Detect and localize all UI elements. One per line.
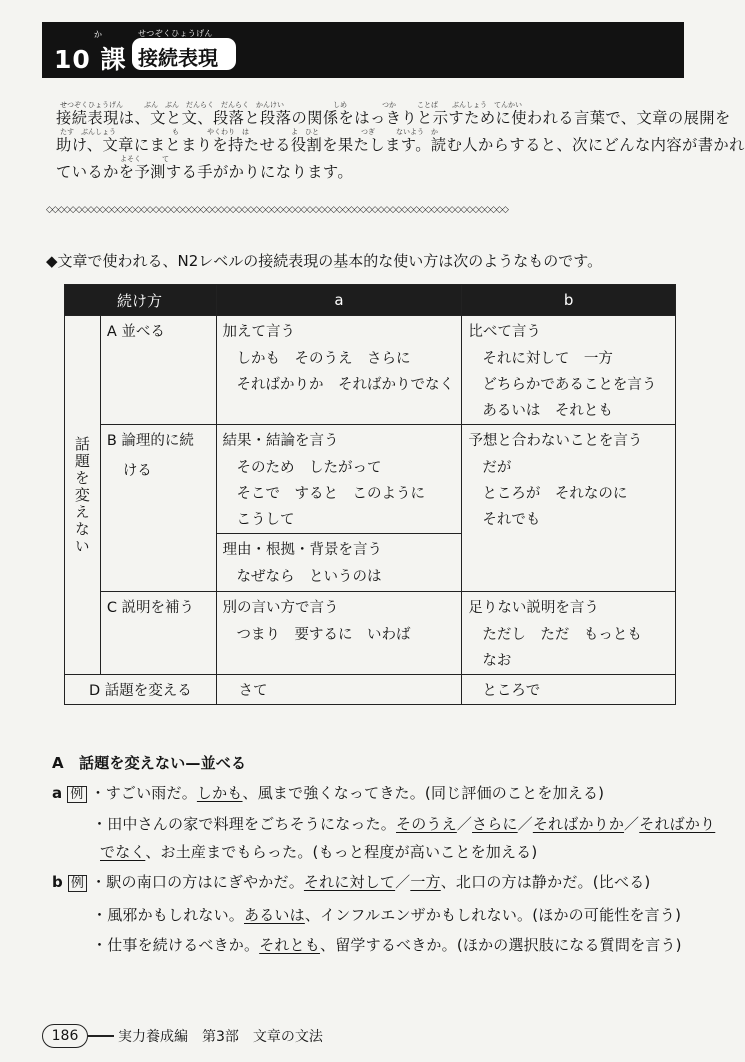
text: 、留学するべきか。(ほかの選択肢になる質問を言う) (320, 936, 682, 954)
row-a-b-line: どちらかであることを言う (482, 377, 657, 393)
example-a-line-2 (92, 813, 715, 834)
row-a-a-line: そればかりか そればかりでなく (236, 377, 455, 393)
underlined-connective: そればかりか (532, 815, 625, 833)
separator: ／ (624, 815, 640, 833)
vertical-label-cell (65, 316, 101, 675)
underlined-connective: そのうえ (396, 815, 457, 833)
row-a-col-a (216, 316, 462, 425)
row-c-col-a (216, 592, 462, 675)
example-a-line-3 (100, 841, 537, 862)
footer-section: 実力養成編 第3部 文章の文法 (118, 1029, 323, 1045)
text: ・風邪かもしれない。 (92, 906, 245, 924)
text: ・田中さんの家で料理をごちそうになった。 (92, 815, 397, 833)
intro-furigana-3: よそく て (120, 155, 169, 163)
separator: ／ (517, 815, 533, 833)
lesson-furigana: か (94, 30, 102, 39)
row-a-b-line: それに対して 一方 (482, 351, 613, 367)
example-b-line-3 (92, 934, 682, 955)
footer-rule (88, 1035, 114, 1037)
text: ・仕事を続けるべきか。 (92, 936, 260, 954)
example-b-line-1 (52, 871, 650, 892)
row-a-col-b (462, 316, 676, 425)
text: ・すごい雨だ。 (90, 784, 197, 802)
row-b-a-line: そこで すると このように (236, 486, 426, 502)
row-b-b-line: ところが それなのに (482, 486, 628, 502)
row-c-label-cell (100, 592, 216, 675)
example-a-line-1 (52, 782, 604, 803)
row-b-label-cell (100, 425, 216, 592)
example-box: 例 (68, 875, 87, 892)
example-box: 例 (67, 786, 86, 803)
intro-furigana-2: たす ぶんしょう も やくわり は よ ひと つぎ ないよう か (60, 128, 438, 136)
row-c-b-line: なお (482, 653, 512, 669)
row-b-b-head: 予想と合わないことを言う (468, 433, 643, 449)
intro-furigana-1: せつぞくひょうげん ぶん ぶん だんらく だんらく かんけい しめ つか ことば ぶんしょう てんかい (60, 101, 522, 109)
row-b-a2-head: 理由・根拠・背景を言う (222, 542, 383, 558)
text: 、インフルエンザかもしれない。(ほかの可能性を言う) (304, 906, 682, 924)
text: 、お土産までもらった。(もっと程度が高いことを加える) (145, 843, 538, 861)
example-a-label: a (52, 784, 63, 802)
underlined-connective: そればかり (639, 815, 716, 833)
underlined-connective: しかも (196, 784, 243, 802)
underlined-connective: 一方 (410, 873, 441, 891)
row-a-label-cell (100, 316, 216, 425)
row-a-a-head: 加えて言う (222, 324, 296, 340)
lesson-label: 課 (100, 45, 127, 74)
row-b-b-line: それでも (482, 512, 541, 528)
separator: ／ (456, 815, 473, 833)
row-a-b-line: あるいは それとも (482, 403, 613, 419)
row-d-label: D 話題を変える (89, 683, 192, 699)
row-c-col-b (462, 592, 676, 675)
example-section-title: A 話題を変えない—並べる (52, 754, 247, 772)
intro-line-1: 接続表現は、文と文、段落と段落の関係をはっきりと示すために使われる言葉で、文章の展開を (56, 109, 731, 127)
row-c-b-line: ただし ただ もっとも (482, 627, 642, 643)
underlined-connective: でなく (100, 843, 146, 861)
diamond-divider: ◇◇◇◇◇◇◇◇◇◇◇◇◇◇◇◇◇◇◇◇◇◇◇◇◇◇◇◇◇◇◇◇◇◇◇◇◇◇◇◇◇◇◇◇◇◇◇◇◇◇◇◇◇◇◇◇◇◇◇◇◇◇◇◇◇◇◇◇◇◇◇◇◇◇◇◇◇◇ (46, 205, 508, 215)
underlined-connective: あるいは (244, 906, 305, 924)
row-c-a-head: 別の言い方で言う (222, 600, 339, 616)
row-d-col-b (462, 675, 676, 705)
row-c-label: C 説明を補う (106, 600, 195, 616)
row-d-label-cell (65, 675, 217, 705)
row-b-a2-line: なぜなら というのは (236, 569, 382, 585)
row-c-a-line: つまり 要するに いわば (236, 627, 411, 643)
row-a-a-line: しかも そのうえ さらに (236, 351, 411, 367)
page-number: 186 (42, 1024, 88, 1048)
text: 、風まで強くなってきた。(同じ評価のことを加える) (242, 784, 605, 802)
usage-intro: ◆文章で使われる、N2レベルの接続表現の基本的な使い方は次のようなものです。 (46, 252, 603, 270)
example-b-label: b (52, 873, 63, 891)
separator: ／ (395, 873, 411, 891)
row-b-col-a (216, 425, 462, 534)
row-b-a-line: そのため したがって (236, 460, 382, 476)
row-b-a-line: こうして (236, 512, 295, 528)
row-d-a: さて (238, 683, 268, 699)
underlined-connective: それに対して (303, 873, 396, 891)
row-d-b: ところで (482, 683, 541, 699)
chapter-title: 接続表現 (138, 46, 218, 70)
title-furigana: せつぞくひょうげん (138, 29, 213, 38)
intro-line-2: 助け、文章にまとまりを持たせる役割を果たします。読む人からすると、次にどんな内容が書かれ (56, 136, 745, 154)
row-a-b-head: 比べて言う (468, 324, 541, 340)
intro-line-3: ているかを予測する手がかりになります。 (56, 163, 354, 181)
row-b-label-cont: ける (122, 463, 152, 479)
row-b-label: B 論理的に続 (106, 433, 194, 449)
table-header-a: a (216, 285, 462, 316)
row-b-a-head: 結果・結論を言う (222, 433, 339, 449)
text: 、北口の方は静かだ。(比べる) (440, 873, 651, 891)
row-b-col-a2 (216, 534, 462, 592)
vertical-label: 話題を変えない (72, 435, 91, 555)
underlined-connective: それとも (259, 936, 321, 954)
example-b-line-2 (92, 904, 681, 925)
lesson-number (54, 40, 127, 76)
row-b-col-b (462, 425, 676, 592)
lesson-number-value: 10 (54, 45, 91, 74)
underlined-connective: さらに (472, 815, 518, 833)
connective-table (64, 284, 676, 705)
row-c-b-head: 足りない説明を言う (468, 600, 599, 616)
row-b-b-line: だが (482, 460, 512, 476)
row-d-col-a (216, 675, 462, 705)
table-header-b: b (462, 285, 676, 316)
table-header-method: 続け方 (65, 285, 217, 316)
row-a-label: A 並べる (106, 324, 165, 340)
text: ・駅の南口の方はにぎやかだ。 (91, 873, 304, 891)
